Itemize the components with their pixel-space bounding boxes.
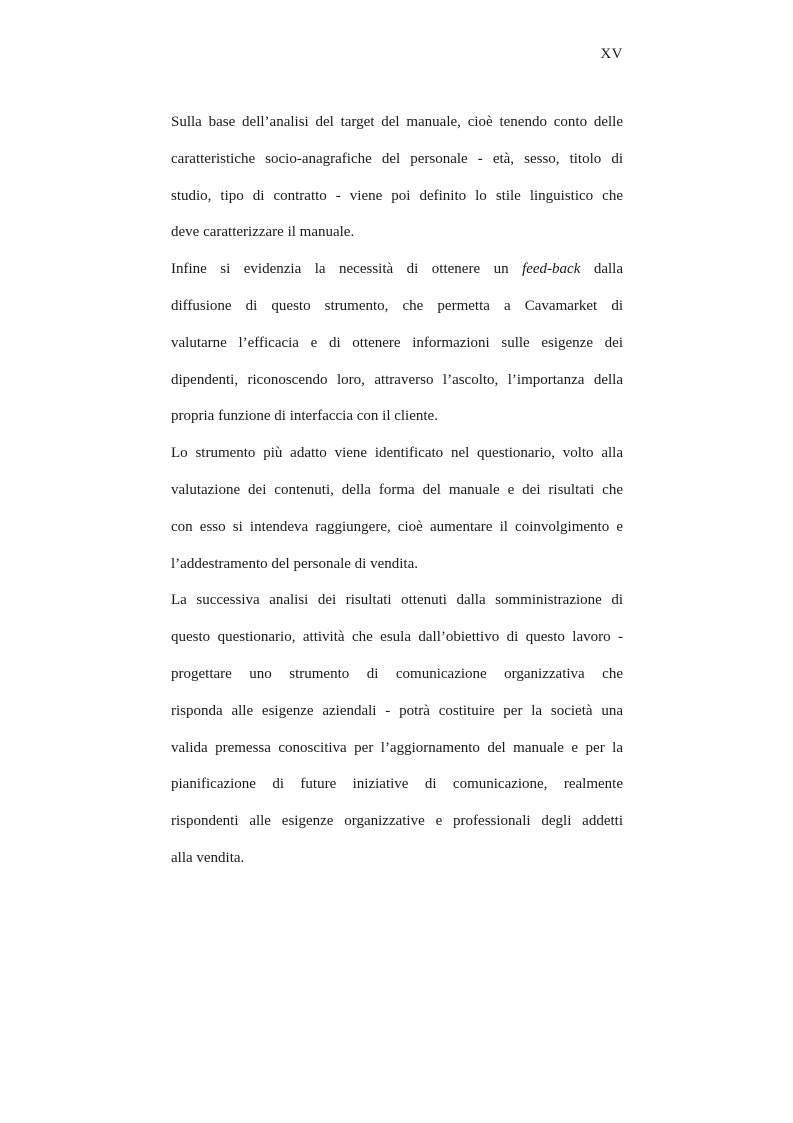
text-line: caratteristiche socio-anagrafiche del personale - età, sesso, titolo di <box>171 150 623 167</box>
text-fragment: dalla <box>593 261 623 278</box>
emphasized-term: feed-back <box>522 261 581 278</box>
text-line: pianificazione di future iniziative di comunicazione, realmente <box>171 776 623 793</box>
text-fragment: Infine si evidenzia la necessità di ottenere un <box>171 261 509 278</box>
paragraph-questionnaire <box>171 435 623 582</box>
text-line: progettare uno strumento di comunicazione organizzativa che <box>171 665 623 682</box>
text-line: alla vendita. <box>171 849 245 866</box>
text-line: valutarne l’efficacia e di ottenere informazioni sulle esigenze dei <box>171 334 623 351</box>
text-line: l’addestramento del personale di vendita. <box>171 555 418 572</box>
text-line: propria funzione di interfaccia con il cliente. <box>171 408 438 425</box>
text-line: risponda alle esigenze aziendali - potrà costituire per la società una <box>171 702 623 719</box>
text-line: valida premessa conoscitiva per l’aggiornamento del manuale e per la <box>171 739 623 756</box>
paragraph-results-analysis <box>171 582 623 876</box>
text-line: studio, tipo di contratto - viene poi definito lo stile linguistico che <box>171 187 623 204</box>
text-line: dipendenti, riconoscendo loro, attraverso l’ascolto, l’importanza della <box>171 371 623 388</box>
text-line: con esso si intendeva raggiungere, cioè aumentare il coinvolgimento e <box>171 518 623 535</box>
text-line: La successiva analisi dei risultati ottenuti dalla somministrazione di <box>171 592 623 609</box>
text-line: deve caratterizzare il manuale. <box>171 224 355 241</box>
text-line-with-emphasis <box>171 251 623 288</box>
body-text <box>171 104 623 877</box>
text-line: diffusione di questo strumento, che permetta a Cavamarket di <box>171 297 623 314</box>
text-line: Lo strumento più adatto viene identificato nel questionario, volto alla <box>171 445 623 462</box>
paragraph-target-analysis <box>171 104 623 251</box>
text-line: rispondenti alle esigenze organizzative e professionali degli addetti <box>171 813 623 830</box>
paragraph-feedback <box>171 251 623 435</box>
text-line: valutazione dei contenuti, della forma del manuale e dei risultati che <box>171 481 623 498</box>
text-line: Sulla base dell’analisi del target del manuale, cioè tenendo conto delle <box>171 114 623 130</box>
page-number: XV <box>600 46 623 62</box>
text-line: questo questionario, attività che esula dall’obiettivo di questo lavoro - <box>171 629 623 646</box>
